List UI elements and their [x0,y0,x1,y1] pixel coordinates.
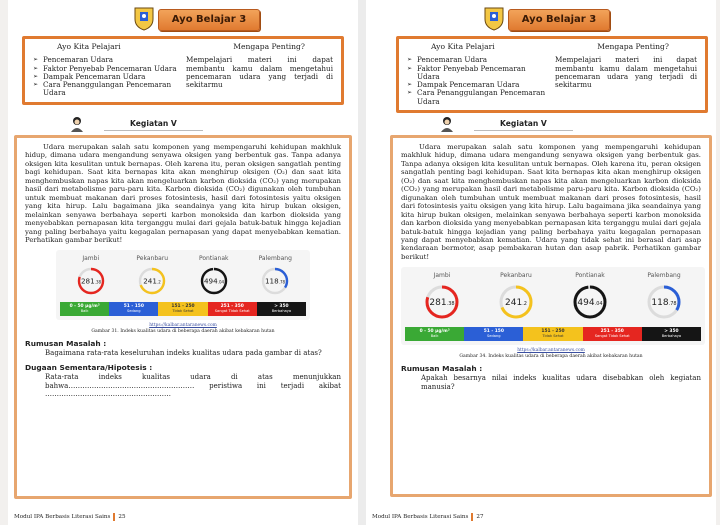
page-footer [372,513,484,521]
gauge-value [577,298,602,308]
aqi-scale-segment [464,327,523,341]
aqi-gauge [644,282,684,322]
topic-item: ➢ Faktor Penyebab Pencemaran Udara [407,65,549,82]
activity-content [14,135,352,499]
aqi-scale [405,327,701,341]
page-footer [14,513,126,521]
aqi-scale-segment [158,302,207,316]
footer-accent [471,513,473,521]
gauge-value-dec: .04 [594,301,603,308]
gauge-value-dec: .78 [668,301,677,308]
aqi-scale-segment [60,302,109,316]
scale-label: Berbahaya [271,309,292,314]
gauge-value-int: 241 [143,276,158,286]
gauge-value [429,298,454,308]
scale-label: Sedang [487,334,501,339]
gauge-value [651,298,676,308]
city-name: Jambi [82,255,100,263]
lesson-banner: Ayo Belajar 3 [158,9,260,31]
aqi-scale-segment [405,327,464,341]
aqi-gauge [75,265,107,297]
footer-module-title: Modul IPA Berbasis Literasi Sains [14,514,111,520]
activity-title: Kegiatan V [474,117,573,131]
topic-item: ➢ Pencemaran Udara [407,56,549,64]
city-name: Pontianak [575,272,605,280]
city-gauge [245,255,307,297]
page-number: 25 [118,514,126,520]
problem-title: Rumusan Masalah : [25,339,107,349]
gauge-value-int: 494 [203,276,218,286]
topic-item: ➢ Cara Penanggulangan Pencemaran Udara [407,89,549,106]
figure-caption: Gambar 31. Indeks kualitas udara di beberapa daerah akibat kebakaran hutan [91,329,275,335]
city-gauge [479,272,553,322]
city-gauges [60,255,306,297]
scale-range: 151 - 250 [171,304,195,310]
aqi-scale-segment [208,302,257,316]
topic-item: ➢ Faktor Penyebab Pencemaran Udara [33,65,180,73]
city-gauge [405,272,479,322]
topic-item: ➢ Pencemaran Udara [33,56,180,64]
scale-range: 251 - 350 [220,304,244,310]
learning-goals-box [22,36,344,105]
city-gauge [122,255,184,297]
topic-list [407,56,549,106]
page-number: 27 [476,514,484,520]
city-gauges [405,272,701,322]
scale-range: 251 - 350 [600,329,624,335]
gauge-value-dec: .38 [94,279,101,285]
source-link[interactable]: https://kalbar.antaranews.com [149,323,217,329]
figure-caption: Gambar 34. Indeks kualitas udara di beberapa daerah akibat kebakaran hutan [459,354,643,360]
gauge-value-dec: .78 [278,279,286,285]
gauge-value-int: 118 [265,276,279,286]
scientist-icon [68,115,86,133]
activity-content [390,135,712,497]
scale-range: 51 - 150 [123,304,144,310]
school-crest-icon [482,5,506,31]
goals-left-header: Ayo Kita Pelajari [57,42,121,51]
scale-label: Baik [80,309,89,314]
air-quality-figure [401,267,705,345]
intro-paragraph: Udara merupakan salah satu komponen yang mempengaruhi kehidupan makhluk hidup, dimana udara mengandung senyawa oksigen yang berbentuk gas. Tanpa adanya oksigen kita kesulitan untuk bernapas. Oleh karena itu, peran oksigen sangatlah penting bagi kehidupan. Saat kita bernapas kita akan menghirup oksigen (O₂) dan saat kita menghembuskan napas kita akan mengeluarkan karbon dioksida (CO₂) yang merupakan hasil dari metabolisme paru-paru kita. Karbon dioksida (CO₂) digunakan oleh tumbuhan untuk membuat makanan dari proses fotosintesis, hasil dari fotosintesis yaitu oksigen yang kita hirup. Lalu bagaimana jika seandainya yang kita hirup bukan oksigen, melainkan senyawa berbahaya seperti karbon monoksida dan karbon dioksida yang menyebabkan pernapasan kita terganggu mulai dari gejala batuk-batuk hingga kejadian yang paling berbahaya yaitu kegagalan pernapasan yang dapat menyebabkan kematian. Udara yang tidak sehat ini berasal dari asap kendaraan bermotor, asap pembakaran hutan dan asap pabrik. Perhatikan gambar berikut! [401,143,701,261]
scale-label: Tidak Sehat [542,334,564,339]
gauge-value [505,298,527,308]
scale-range: 151 - 250 [541,329,565,335]
problem-title: Rumusan Masalah : [401,364,483,374]
why-important-text: Mempelajari materi ini dapat membantu kamu dalam mengetahui pencemaran udara yang terjadi di sekitarmu [186,55,333,90]
scale-range: > 350 [664,329,679,335]
gauge-value [265,277,286,286]
scale-range: 51 - 150 [483,329,504,335]
page-gutter [358,0,366,525]
footer-module-title: Modul IPA Berbasis Literasi Sains [372,514,469,520]
scale-range: 0 - 50 µg/m³ [419,329,450,335]
scale-range: 0 - 50 µg/m³ [69,304,100,310]
aqi-scale-segment [642,327,701,341]
problem-text: Bagaimana rata-rata keseluruhan indeks kualitas udara pada gambar di atas? [45,349,322,358]
gauge-value-dec: .38 [446,301,455,308]
goals-left-header: Ayo Kita Pelajari [431,42,495,51]
aqi-scale-segment [109,302,158,316]
city-name: Pontianak [198,255,229,263]
topic-item: ➢ Dampak Pencemaran Udara [407,81,549,89]
gauge-value-int: 241 [505,298,523,309]
gauge-value-dec: .2 [522,301,527,308]
scale-label: Sedang [127,309,141,314]
gauge-value-int: 281 [429,298,447,309]
aqi-gauge [198,265,230,297]
scale-range: > 350 [274,304,289,310]
topic-list [33,56,180,97]
aqi-scale-segment [257,302,306,316]
goals-right-header: Mengapa Penting? [597,42,669,51]
gauge-value [204,277,225,286]
city-gauge [60,255,122,297]
city-name: Pekanbaru [136,255,169,263]
problem-text: Apakah besarnya nilai indeks kualitas udara disebabkan oleh kegiatan manusia? [421,374,701,391]
lesson-banner: Ayo Belajar 3 [508,9,610,31]
hypothesis-text[interactable]: Rata-rata indeks kualitas udara di atas menunjukkan bahwa……………………………………………… peristiwa ini terjadi akibat ……………………………………………… [45,373,341,399]
gauge-value-dec: .04 [217,279,224,285]
city-name: Palembang [647,272,681,280]
activity-heading [438,115,573,133]
city-gauge [183,255,245,297]
city-name: Jambi [433,272,451,280]
scale-label: Baik [430,334,439,339]
topic-item: ➢ Cara Penanggulangan Pencemaran Udara [33,81,180,98]
activity-title: Kegiatan V [104,117,203,131]
intro-paragraph: Udara merupakan salah satu komponen yang mempengaruhi kehidupan makhluk hidup, dimana udara mengandung senyawa oksigen yang berbentuk gas. Tanpa adanya oksigen kita kesulitan untuk bernapas. Oleh karena itu, peran oksigen sangatlah penting bagi kehidupan. Saat kita bernapas kita akan menghirup oksigen (O₂) dan saat kita menghembuskan napas kita akan mengeluarkan karbon dioksida (CO₂) yang merupakan hasil dari metabolisme paru-paru kita. Karbon dioksida (CO₂) digunakan oleh tumbuhan untuk membuat makanan dari proses fotosintesis, hasil dari fotosintesis yaitu oksigen yang kita hirup. Lalu bagaimana jika seandainya yang kita hirup bukan oksigen, melainkan senyawa berbahaya seperti karbon monoksida dan karbon dioksida yang menyebabkan pernapasan kita terganggu mulai dari gejala batuk-batuk hingga kejadian yang paling berbahaya yaitu kegagalan pernapasan yang dapat menyebabkan kematian. Perhatikan gambar berikut! [25,143,341,244]
aqi-scale [60,302,306,316]
topic-item: ➢ Dampak Pencemaran Udara [33,73,180,81]
activity-heading [68,115,203,133]
page-right [366,0,716,525]
city-gauge [553,272,627,322]
goals-right-header: Mengapa Penting? [233,42,305,51]
scale-label: Sangat Tidak Sehat [214,309,250,314]
aqi-gauge [422,282,462,322]
page-left [8,0,358,525]
school-crest-icon [132,5,156,31]
aqi-scale-segment [523,327,582,341]
scale-label: Sangat Tidak Sehat [594,334,630,339]
city-name: Palembang [258,255,292,263]
learning-goals-box [396,36,708,113]
hypothesis-title: Dugaan Sementara/Hipotesis : [25,363,153,373]
aqi-gauge [570,282,610,322]
city-gauge [627,272,701,322]
scale-label: Berbahaya [661,334,682,339]
footer-accent [113,513,115,521]
gauge-value-int: 281 [80,276,95,286]
scale-label: Tidak Sehat [172,309,194,314]
gauge-value [81,277,102,286]
why-important-text: Mempelajari materi ini dapat membantu kamu dalam mengetahui pencemaran udara yang terjadi di sekitarmu [555,55,697,90]
air-quality-figure [56,250,310,320]
scientist-icon [438,115,456,133]
aqi-gauge [496,282,536,322]
gauge-value-int: 494 [577,298,595,309]
gauge-value [143,277,161,286]
aqi-gauge [259,265,291,297]
gauge-value-dec: .2 [157,279,162,285]
aqi-scale-segment [583,327,642,341]
gauge-value-int: 118 [651,298,669,309]
city-name: Pekanbaru [500,272,532,280]
aqi-gauge [136,265,168,297]
source-link[interactable]: https://kalbar.antaranews.com [517,348,585,354]
